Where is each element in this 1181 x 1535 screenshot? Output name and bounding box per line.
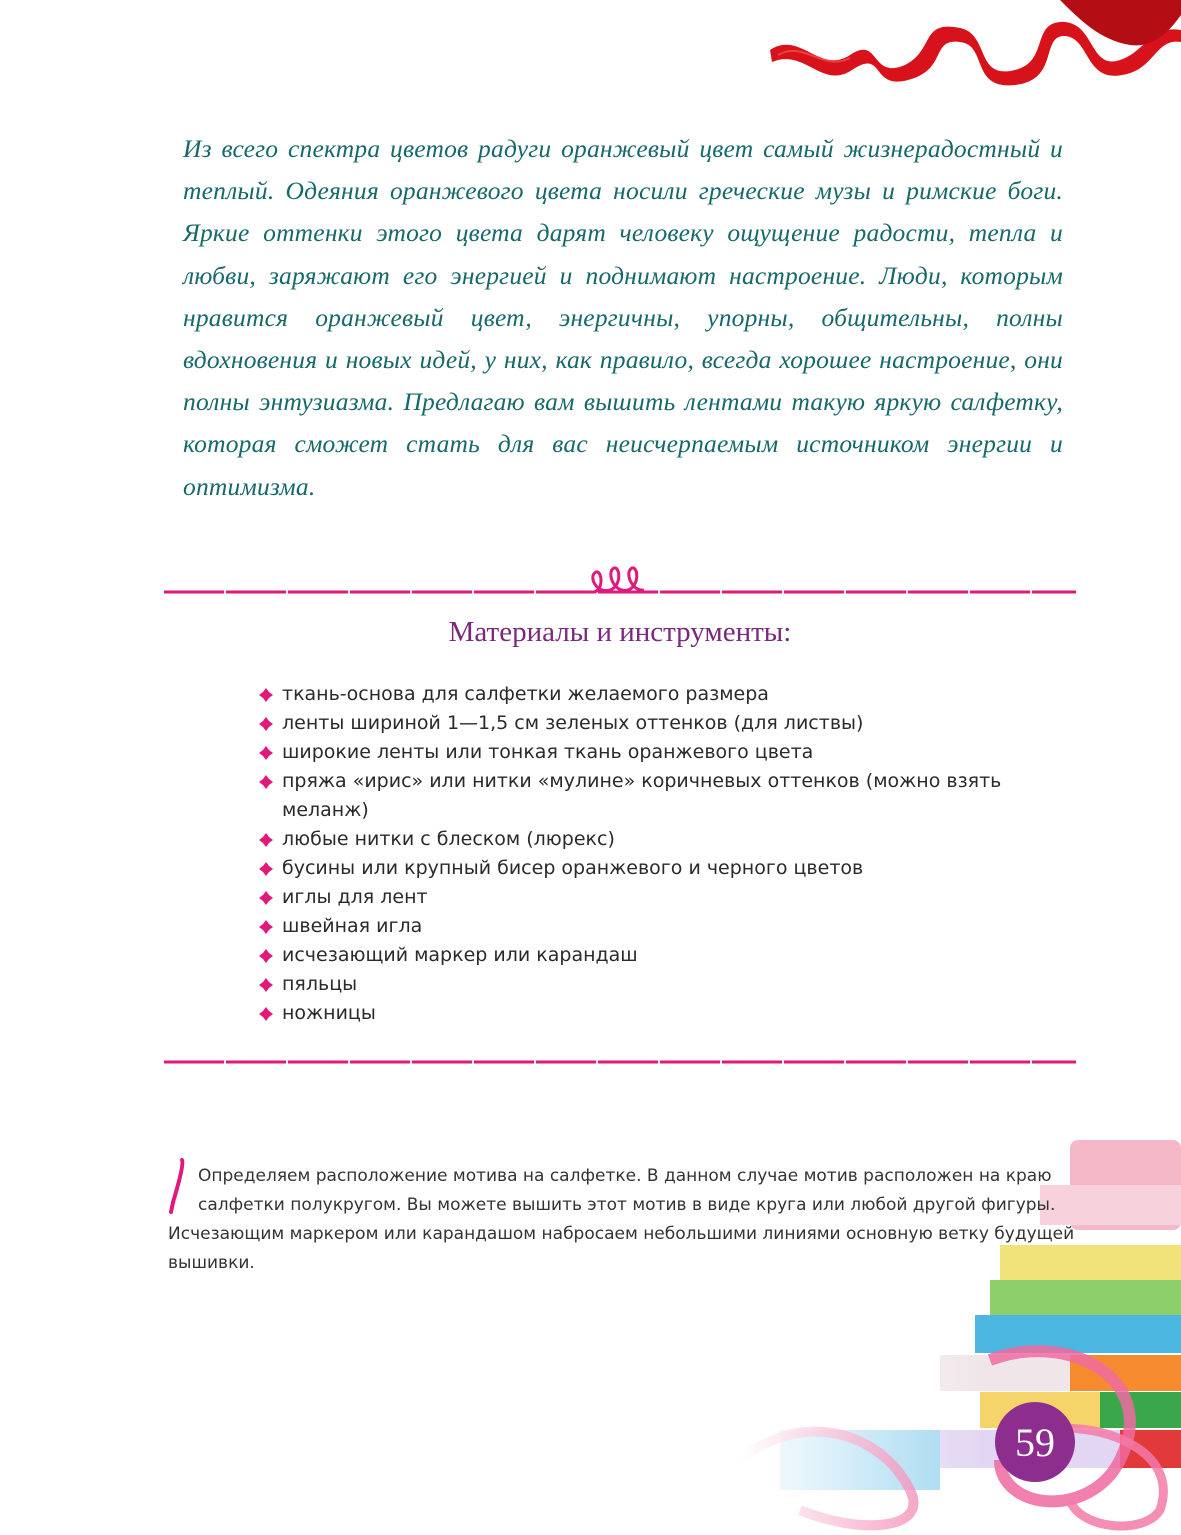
materials-list <box>258 680 1018 1028</box>
diamond-bullet-icon <box>258 745 274 761</box>
list-item-text: любые нитки с блеском (люрекс) <box>282 828 615 850</box>
list-item-text: широкие ленты или тонкая ткань оранжевого цвета <box>282 741 814 763</box>
swirl-divider <box>164 560 1076 600</box>
list-item <box>258 709 1018 738</box>
diamond-bullet-icon <box>258 687 274 703</box>
list-item <box>258 680 1018 709</box>
list-item-text: ножницы <box>282 1002 376 1024</box>
list-item <box>258 941 1018 970</box>
diamond-bullet-icon <box>258 919 274 935</box>
list-item <box>258 883 1018 912</box>
list-item <box>258 738 1018 767</box>
list-item <box>258 767 1018 825</box>
diamond-bullet-icon <box>258 890 274 906</box>
list-item-text: швейная игла <box>282 915 423 937</box>
page-number-badge <box>995 1402 1075 1482</box>
red-ribbon-decoration <box>760 0 1181 110</box>
diamond-bullet-icon <box>258 832 274 848</box>
step-line-2: Исчезающим маркером или карандашом набросаем небольшими линиями основную ветку будущей вышивки. <box>168 1224 1075 1273</box>
list-item-text: исчезающий маркер или карандаш <box>282 944 638 966</box>
list-item-text: иглы для лент <box>282 886 428 908</box>
list-item <box>258 912 1018 941</box>
step-instruction <box>168 1162 1088 1278</box>
diamond-bullet-icon <box>258 977 274 993</box>
list-item <box>258 825 1018 854</box>
step-line-1: Определяем расположение мотива на салфетке. В данном случае мотив расположен на краю салфетки полукругом. Вы можете вышить этот мотив в виде круга или любой другой фигуры. <box>198 1166 1056 1215</box>
list-item-text: ленты шириной 1—1,5 см зеленых оттенков (для листвы) <box>282 712 864 734</box>
list-item-text: пяльцы <box>282 973 358 995</box>
diamond-bullet-icon <box>258 774 274 790</box>
list-item-text: пряжа «ирис» или нитки «мулине» коричневых оттенков (можно взять меланж) <box>282 770 1002 821</box>
list-item-text: ткань-основа для салфетки желаемого размера <box>282 683 769 705</box>
diamond-bullet-icon <box>258 1006 274 1022</box>
materials-title: Материалы и инструменты: <box>448 616 792 648</box>
list-item-text: бусины или крупный бисер оранжевого и черного цветов <box>282 857 864 879</box>
diamond-bullet-icon <box>258 861 274 877</box>
intro-paragraph: Из всего спектра цветов радуги оранжевый цвет самый жизнерадостный и теплый. Одеяния оранжевого цвета носили греческие музы и римские боги. Яркие оттенки этого цвета дарят человеку ощущение радости, тепла и любви, заряжают его энергией и поднимают настроение. Люди, которым нравится оранжевый цвет, энергичны, упорны, общительны, полны вдохновения и новых идей, у них, как правило, всегда хорошее настроение, они полны энтузиазма. Предлагаю вам вышить лентами такую яркую салфетку, которая сможет стать для вас неисчерпаемым источником энергии и оптимизма. <box>183 134 1063 501</box>
list-item <box>258 999 1018 1028</box>
list-item <box>258 854 1018 883</box>
diamond-bullet-icon <box>258 948 274 964</box>
diamond-bullet-icon <box>258 716 274 732</box>
page-number: 59 <box>1015 1419 1055 1465</box>
list-item <box>258 970 1018 999</box>
bottom-divider <box>164 1056 1076 1068</box>
